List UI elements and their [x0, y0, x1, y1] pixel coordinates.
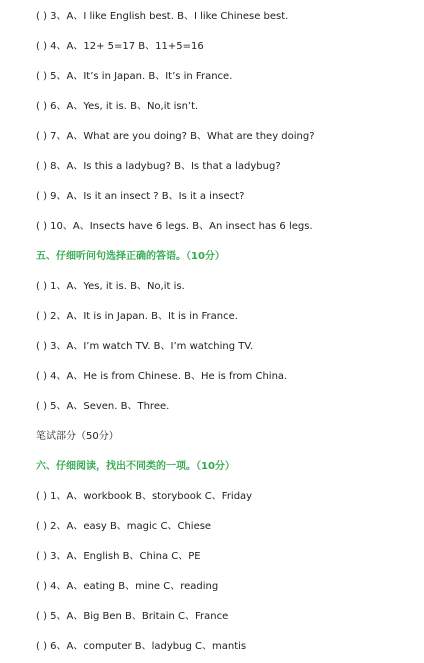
section5-question-1: ( ) 1、A、Yes, it is. B、No,it is. [36, 281, 185, 292]
section6-question-2: ( ) 2、A、easy B、magic C、Chiese [36, 521, 212, 532]
question-4: ( ) 4、A、12+ 5=17 B、11+5=16 [36, 41, 204, 52]
question-7: ( ) 7、A、What are you doing? B、What are they doing? [36, 131, 315, 142]
question-9: ( ) 9、A、Is it an insect ? B、Is it a insect? [36, 191, 245, 202]
section6-question-1: ( ) 1、A、workbook B、storybook C、Friday [36, 491, 253, 502]
section5-question-5: ( ) 5、A、Seven. B、Three. [36, 401, 170, 412]
question-5: ( ) 5、A、It’s in Japan. B、It’s in France. [36, 71, 233, 82]
section-heading-5: 五、仔细听问句选择正确的答语。（10分） [36, 251, 225, 262]
section6-question-5: ( ) 5、A、Big Ben B、Britain C、France [36, 611, 229, 622]
question-6: ( ) 6、A、Yes, it is. B、No,it isn’t. [36, 101, 199, 112]
question-10: ( ) 10、A、Insects have 6 legs. B、An insect has 6 legs. [36, 221, 313, 232]
section5-question-2: ( ) 2、A、It is in Japan. B、It is in France. [36, 311, 238, 322]
section6-question-4: ( ) 4、A、eating B、mine C、reading [36, 581, 219, 592]
question-3: ( ) 3、A、I like English best. B、I like Chinese best. [36, 11, 289, 22]
section-heading-6: 六、仔细阅读，找出不同类的一项。（10分） [36, 461, 235, 472]
section5-question-3: ( ) 3、A、I’m watch TV. B、I’m watching TV. [36, 341, 254, 352]
section6-question-6: ( ) 6、A、computer B、ladybug C、mantis [36, 641, 247, 652]
question-8: ( ) 8、A、Is this a ladybug? B、Is that a ladybug? [36, 161, 281, 172]
section5-question-4: ( ) 4、A、He is from Chinese. B、He is from China. [36, 371, 288, 382]
written-part-label: 笔试部分（50分） [36, 431, 119, 442]
section6-question-3: ( ) 3、A、English B、China C、PE [36, 551, 201, 562]
